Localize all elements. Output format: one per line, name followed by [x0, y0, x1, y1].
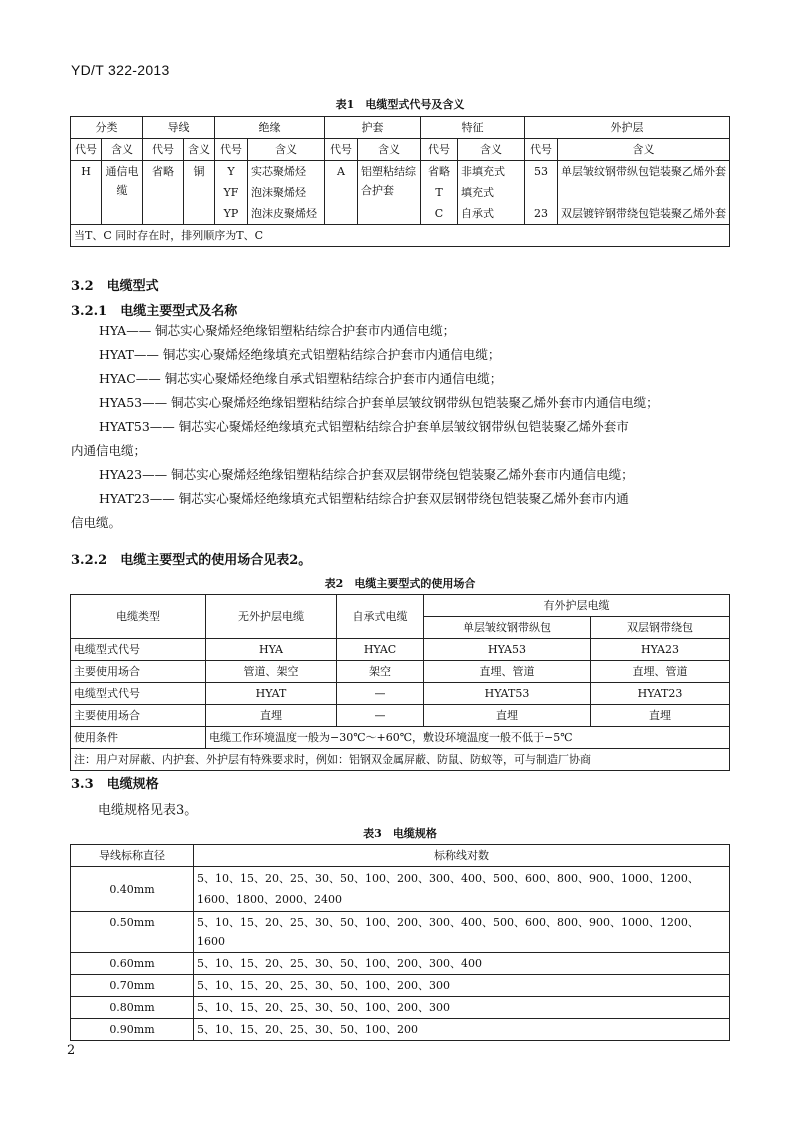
- t1-insulation-code: YF: [215, 182, 248, 203]
- t1-outer-code: 53: [525, 161, 558, 204]
- t1-group-outer: 外护层: [525, 117, 730, 139]
- t1-group-class: 分类: [71, 117, 143, 139]
- t1-note: 当T、C 同时存在时，排列顺序为T、C: [71, 225, 730, 247]
- t1-feature-code: C: [421, 203, 458, 225]
- t1-sheath-code: A: [325, 161, 358, 225]
- t1-feature-meaning: 非填充式: [458, 161, 525, 183]
- t2-cell: 电缆型式代号: [71, 639, 206, 661]
- t2-cell: HYAC: [337, 639, 424, 661]
- type-item: HYA53—— 铜芯实心聚烯烃绝缘铝塑粘结综合护套单层皱纹钢带纵包铠装聚乙烯外套市内通信电缆；: [99, 395, 659, 410]
- table3: [70, 844, 730, 1041]
- type-item: HYAT23—— 铜芯实心聚烯烃绝缘填充式铝塑粘结综合护套双层钢带绕包铠装聚乙烯外套市内通: [99, 491, 629, 506]
- t1-insulation-meaning: 泡沫皮聚烯烃: [248, 203, 325, 225]
- t1-subhead: 含义: [458, 139, 525, 161]
- t1-group-conductor: 导线: [143, 117, 215, 139]
- t2-head-self: 自承式电缆: [337, 595, 424, 639]
- t2-cell: 直埋、管道: [424, 661, 591, 683]
- t2-cell: HYA53: [424, 639, 591, 661]
- t2-cell: HYA: [206, 639, 337, 661]
- t2-head-single: 单层皱纹钢带纵包: [424, 617, 591, 639]
- t2-cell: 架空: [337, 661, 424, 683]
- type-item: HYAT53—— 铜芯实心聚烯烃绝缘填充式铝塑粘结综合护套单层皱纹钢带纵包铠装聚乙烯外套市: [99, 419, 629, 434]
- t3-pairs: 5、10、15、20、25、30、50、100、200、300、400、500、600、800、900、1000、1200、1600、1800、2000、2400: [194, 867, 730, 912]
- section-3-3-text: 电缆规格见表3。: [98, 803, 198, 818]
- t2-cell: 电缆型式代号: [71, 683, 206, 705]
- t3-head-dia: 导线标称直径: [71, 845, 194, 867]
- document-header: YD/T 322-2013: [71, 62, 170, 78]
- t1-subhead: 含义: [248, 139, 325, 161]
- t2-cell: 直埋: [591, 705, 730, 727]
- t1-outer-meaning: 双层镀锌钢带绕包铠装聚乙烯外套: [558, 203, 730, 225]
- t3-dia: 0.80mm: [71, 997, 194, 1019]
- type-item: HYAT—— 铜芯实心聚烯烃绝缘填充式铝塑粘结综合护套市内通信电缆；: [99, 347, 501, 362]
- table2: [70, 594, 730, 771]
- t3-dia: 0.70mm: [71, 975, 194, 997]
- t2-cell: —: [337, 705, 424, 727]
- t3-pairs: 5、10、15、20、25、30、50、100、200、300: [194, 975, 730, 997]
- t2-cell: 主要使用场合: [71, 661, 206, 683]
- table2-caption: 表2 电缆主要型式的使用场合: [324, 577, 476, 590]
- type-item: HYA23—— 铜芯实心聚烯烃绝缘铝塑粘结综合护套双层钢带绕包铠装聚乙烯外套市内通信电缆；: [99, 467, 634, 482]
- t1-insulation-code: Y: [215, 161, 248, 183]
- t1-subhead: 代号: [525, 139, 558, 161]
- t1-subhead: 代号: [143, 139, 184, 161]
- table1-caption: 表1 电缆型式代号及含义: [335, 98, 465, 111]
- type-item: HYA—— 铜芯实心聚烯烃绝缘铝塑粘结综合护套市内通信电缆；: [99, 323, 456, 338]
- t1-outer-code: 23: [525, 203, 558, 225]
- t1-feature-meaning: 填充式: [458, 182, 525, 203]
- t3-pairs: 5、10、15、20、25、30、50、100、200、300: [194, 997, 730, 1019]
- t2-cond-label: 使用条件: [71, 727, 206, 749]
- t1-class-meaning: 通信电缆: [102, 161, 143, 225]
- t1-group-insulation: 绝缘: [215, 117, 325, 139]
- t1-subhead: 代号: [215, 139, 248, 161]
- t2-cell: 管道、架空: [206, 661, 337, 683]
- t2-cell: HYAT23: [591, 683, 730, 705]
- page-number: 2: [67, 1043, 76, 1058]
- t2-head-no-outer: 无外护层电缆: [206, 595, 337, 639]
- t2-cell: 直埋: [424, 705, 591, 727]
- t3-pairs: 5、10、15、20、25、30、50、100、200、300、400、500、600、800、900、1000、1200、1600: [194, 912, 730, 953]
- t3-dia: 0.90mm: [71, 1019, 194, 1041]
- section-3-3-heading: 3.3 电缆规格: [71, 777, 159, 792]
- t1-insulation-code: YP: [215, 203, 248, 225]
- t3-dia: 0.50mm: [71, 912, 194, 953]
- t3-head-pairs: 标称线对数: [194, 845, 730, 867]
- t2-head-with-outer: 有外护层电缆: [424, 595, 730, 617]
- t3-dia: 0.40mm: [71, 867, 194, 912]
- t1-subhead: 代号: [421, 139, 458, 161]
- t1-feature-meaning: 自承式: [458, 203, 525, 225]
- t2-cell: 主要使用场合: [71, 705, 206, 727]
- t1-subhead: 含义: [184, 139, 215, 161]
- t1-subhead: 代号: [71, 139, 102, 161]
- t2-cell: HYAT: [206, 683, 337, 705]
- t1-insulation-meaning: 实芯聚烯烃: [248, 161, 325, 183]
- type-item-continuation: 内通信电缆；: [71, 443, 147, 458]
- t1-conductor-meaning: 铜: [184, 161, 215, 225]
- t1-subhead: 代号: [325, 139, 358, 161]
- t3-pairs: 5、10、15、20、25、30、50、100、200: [194, 1019, 730, 1041]
- section-3-2-2-heading: 3.2.2 电缆主要型式的使用场合见表2。: [71, 553, 312, 568]
- t1-subhead: 含义: [102, 139, 143, 161]
- t2-cell: 直埋: [206, 705, 337, 727]
- section-3-2-heading: 3.2 电缆型式: [71, 279, 159, 294]
- t1-subhead: 含义: [558, 139, 730, 161]
- t2-cond-text: 电缆工作环境温度一般为−30℃～+60℃，敷设环境温度一般不低于−5℃: [206, 727, 730, 749]
- t1-feature-code: T: [421, 182, 458, 203]
- t2-head-double: 双层钢带绕包: [591, 617, 730, 639]
- t1-group-sheath: 护套: [325, 117, 421, 139]
- t2-head-type: 电缆类型: [71, 595, 206, 639]
- t1-class-code: H: [71, 161, 102, 225]
- t1-outer-meaning: 单层皱纹钢带纵包铠装聚乙烯外套: [558, 161, 730, 204]
- t1-sheath-meaning: 铝塑粘结综合护套: [358, 161, 421, 225]
- t2-cell: HYAT53: [424, 683, 591, 705]
- t1-group-feature: 特征: [421, 117, 525, 139]
- t1-insulation-meaning: 泡沫聚烯烃: [248, 182, 325, 203]
- t1-subhead: 含义: [358, 139, 421, 161]
- t2-cell: —: [337, 683, 424, 705]
- t3-dia: 0.60mm: [71, 953, 194, 975]
- section-3-2-1-heading: 3.2.1 电缆主要型式及名称: [71, 304, 238, 319]
- t2-cell: HYA23: [591, 639, 730, 661]
- t1-feature-code: 省略: [421, 161, 458, 183]
- t3-pairs: 5、10、15、20、25、30、50、100、200、300、400: [194, 953, 730, 975]
- type-item: HYAC—— 铜芯实心聚烯烃绝缘自承式铝塑粘结综合护套市内通信电缆；: [99, 371, 503, 386]
- type-list: [71, 319, 731, 535]
- type-item-continuation: 信电缆。: [71, 515, 122, 530]
- t1-conductor-code: 省略: [143, 161, 184, 225]
- t2-cell: 直埋、管道: [591, 661, 730, 683]
- table3-caption: 表3 电缆规格: [363, 827, 437, 840]
- table1: [70, 116, 730, 247]
- t2-note: 注：用户对屏蔽、内护套、外护层有特殊要求时，例如：铝钢双金属屏蔽、防鼠、防蚁等，可与制造厂协商: [71, 749, 730, 771]
